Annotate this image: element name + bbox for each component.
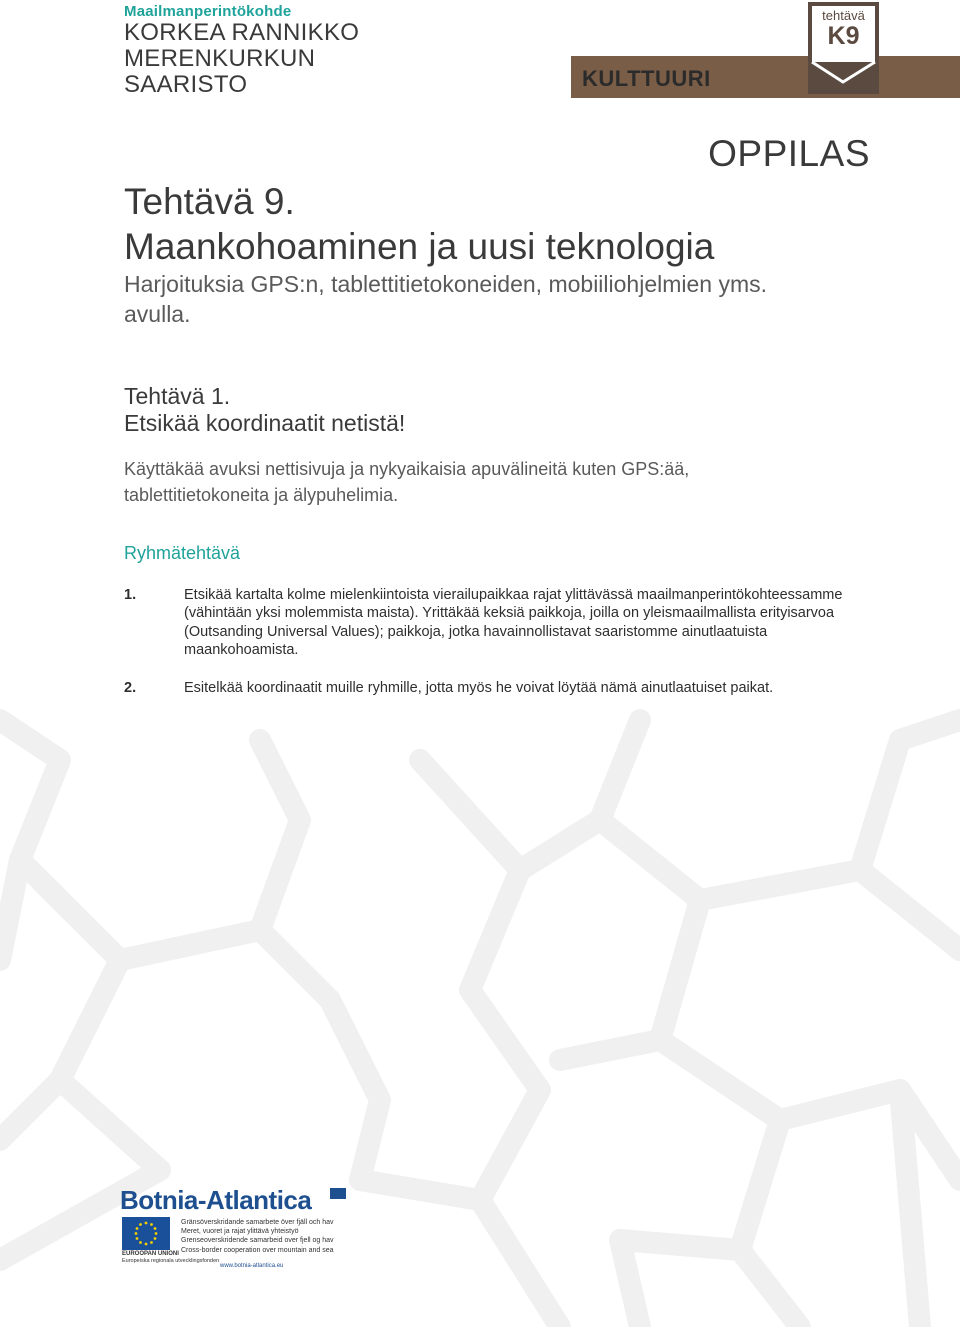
task-badge	[808, 2, 879, 94]
cooperation-text: Gränsöverskridande samarbete över fjäll och hav Meret, vuoret ja rajat ylittävä yhteistyö Grenseoverskridende samarbeid over fjell og hav Cross-border cooperation over mountain and sea	[181, 1219, 334, 1254]
exercise-number: Tehtävä 1.	[124, 383, 231, 409]
eu-flag-icon	[122, 1217, 170, 1250]
badge-code: K9	[827, 22, 860, 50]
list-item-number: 2.	[124, 680, 137, 697]
group-task-label: Ryhmätehtävä	[124, 543, 241, 563]
list-item	[124, 679, 874, 697]
eu-flag-small-icon	[330, 1188, 346, 1199]
website-link[interactable]: www.botnia-atlantica.eu	[220, 1263, 284, 1269]
list-item-text: Etsikää kartalta kolme mielenkiintoista vierailupaikkaa rajat ylittävässä maailmanperintökohteessamme (vähintään yksi molemmista maista). Yrittäkää keksiä paikkoja, joilla on yleismaailmallista erityisarvoa (Outsanding Universal Values); paikkoja, jotka havainnollistavat saaristomme ainutlaatuista maankohoamista.	[184, 587, 843, 658]
task-subtitle: Harjoituksia GPS:n, tablettitietokoneiden, mobiiliohjelmien yms. avulla.	[124, 271, 768, 327]
task-title: Maankohoaminen ja uusi teknologia	[124, 226, 715, 267]
site-name: KORKEA RANNIKKO MERENKURKUN SAARISTO	[124, 19, 360, 98]
eu-subtitle: Europeiska regionala utvecklingsfonden	[122, 1257, 220, 1264]
task-number: Tehtävä 9.	[124, 181, 295, 222]
badge-label: tehtävä	[822, 8, 865, 23]
role-label: OPPILAS	[708, 133, 870, 174]
exercise-description: Käyttäkää avuksi nettisivuja ja nykyaikaisia apuvälineitä kuten GPS:ää, tablettitietokoneita ja älypuhelimia.	[124, 459, 690, 505]
category-label: KULTTUURI	[582, 66, 711, 91]
envelope-icon	[808, 2, 879, 94]
botnia-atlantica-logo: Botnia-Atlantica	[120, 1185, 312, 1215]
site-label: Maailmanperintökohde	[124, 3, 292, 20]
footer-logos	[120, 1185, 340, 1275]
list-item-text: Esitelkää koordinaatit muille ryhmille, jotta myös he voivat löytää nämä ainutlaatuiset paikat.	[184, 680, 774, 697]
exercise-title: Etsikää koordinaatit netistä!	[124, 410, 406, 436]
list-item-number: 1.	[124, 587, 137, 603]
eu-title: EUROOPAN UNIONI	[122, 1251, 179, 1257]
list-item	[124, 586, 874, 659]
exercise-list	[124, 586, 874, 717]
